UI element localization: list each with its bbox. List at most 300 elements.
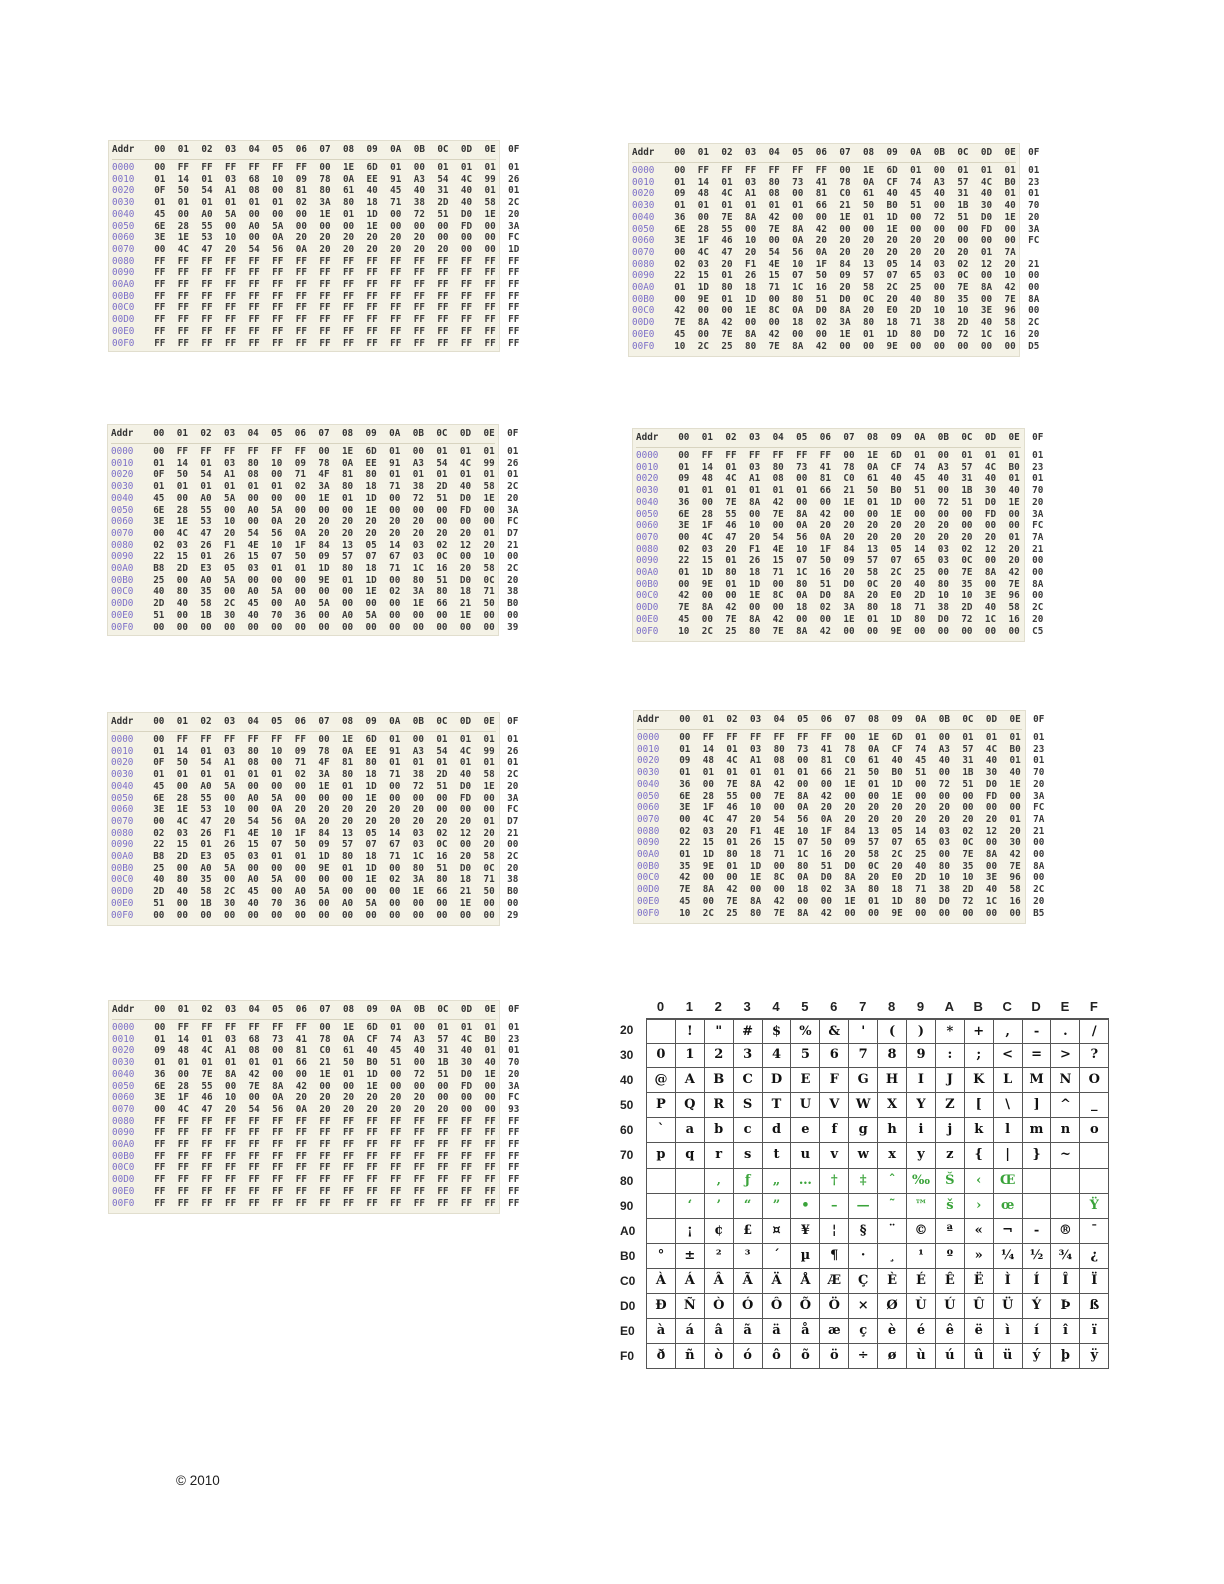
column-header: 0D — [984, 432, 997, 443]
hex-byte: 20 — [726, 825, 738, 837]
hex-byte: FF — [508, 325, 520, 337]
hex-byte: 51 — [819, 578, 831, 590]
hex-byte: 61 — [342, 185, 355, 197]
character-cell: å — [791, 1319, 820, 1344]
hex-row — [112, 337, 520, 350]
character-cell: Ð — [647, 1294, 676, 1319]
hex-byte: FF — [248, 337, 260, 349]
row-address: 0090 — [112, 1127, 135, 1139]
hex-byte: 00 — [914, 508, 926, 520]
hex-row — [637, 802, 1045, 814]
hex-byte: FF — [319, 279, 331, 291]
hex-byte: FF — [460, 255, 473, 267]
hex-byte: 55 — [200, 792, 212, 804]
hex-byte: FF — [224, 1139, 237, 1151]
hex-byte: FF — [294, 734, 306, 745]
hex-byte: 50 — [820, 837, 832, 849]
hex-byte: FF — [272, 255, 284, 267]
hex-byte: FF — [272, 1185, 284, 1197]
hex-dump-panel — [108, 140, 520, 352]
column-header: 06 — [295, 144, 307, 155]
hex-byte: 01 — [961, 450, 973, 461]
hex-byte: 00 — [271, 909, 283, 921]
hex-byte: 20 — [962, 813, 974, 825]
hex-byte: FF — [272, 1115, 284, 1127]
hex-byte: FF — [248, 1150, 260, 1162]
character-cell: á — [676, 1319, 705, 1344]
hex-byte: FF — [224, 1115, 237, 1127]
column-header: 9 — [916, 999, 925, 1014]
character-cell: 2 — [705, 1043, 734, 1068]
hex-byte: 36 — [154, 1068, 166, 1080]
hex-byte: FF — [749, 732, 762, 743]
hex-byte: FF — [508, 1185, 520, 1197]
hex-byte: 78 — [318, 745, 330, 757]
hex-byte: 40 — [914, 578, 926, 590]
hex-row — [111, 609, 519, 622]
row-address: 0050 — [637, 790, 660, 802]
hex-byte: FF — [154, 325, 166, 337]
hex-byte: 20 — [365, 516, 377, 528]
hex-byte: 18 — [891, 884, 903, 896]
hex-byte: 1F — [697, 235, 709, 247]
hex-byte: 54 — [437, 173, 449, 185]
hex-row — [111, 745, 519, 758]
column-header: 04 — [768, 147, 780, 158]
row-address: 0040 — [636, 496, 659, 508]
hex-byte: 02 — [819, 602, 831, 614]
hex-byte: 51 — [436, 574, 448, 586]
character-cell: V — [820, 1093, 849, 1118]
hex-byte: 8A — [985, 849, 998, 861]
hex-byte: 81 — [295, 185, 307, 197]
hex-byte: 01 — [154, 1057, 166, 1069]
hex-byte: 02 — [961, 543, 973, 555]
hex-byte: 03 — [702, 825, 714, 837]
row-address: 0070 — [111, 815, 134, 827]
column-header: 09 — [366, 1004, 378, 1015]
hex-byte: 1E — [459, 609, 472, 621]
hex-byte: 66 — [820, 767, 832, 779]
hex-byte: 36 — [679, 778, 691, 790]
hex-byte: FF — [484, 1174, 496, 1186]
table-row — [620, 1269, 1109, 1294]
hex-byte: 03 — [748, 461, 761, 473]
hex-byte: 00 — [294, 874, 306, 886]
hex-byte: 54 — [248, 1103, 260, 1115]
hex-byte: FD — [460, 220, 473, 232]
hex-byte: 01 — [679, 767, 691, 779]
hex-byte: 45 — [153, 780, 165, 792]
hex-byte: 01 — [389, 446, 401, 457]
hex-byte: 73 — [796, 461, 808, 473]
hex-byte: 20 — [412, 804, 424, 816]
hex-byte: 20 — [1004, 258, 1016, 270]
hex-row — [112, 1057, 520, 1069]
hex-byte: 9E — [702, 860, 714, 872]
character-cell: E — [791, 1068, 820, 1093]
hex-byte: 71 — [768, 282, 780, 294]
character-cell: × — [849, 1294, 878, 1319]
hex-byte: 00 — [957, 340, 969, 352]
hex-byte: 00 — [389, 780, 401, 792]
column-header: 0A — [390, 144, 402, 155]
column-header: 0E — [1009, 714, 1021, 725]
hex-byte: FF — [224, 1150, 237, 1162]
column-header: 03 — [744, 147, 757, 158]
hex-byte: FF — [319, 1139, 331, 1151]
character-cell: & — [820, 1019, 849, 1044]
hex-byte: 3E — [674, 235, 686, 247]
hex-byte: FF — [508, 1197, 520, 1209]
column-header: 09 — [886, 147, 898, 158]
hex-byte: C0 — [839, 188, 851, 200]
hex-byte: D0 — [985, 778, 998, 790]
hex-byte: 1E — [891, 790, 903, 802]
character-cell: ¥ — [791, 1219, 820, 1244]
hex-byte: 58 — [1008, 602, 1020, 614]
row-header: D0 — [620, 1299, 636, 1314]
hex-byte: 00 — [412, 897, 424, 909]
hex-row — [637, 895, 1045, 908]
row-address: 0050 — [112, 220, 135, 232]
character-cell: Ä — [763, 1269, 792, 1294]
hex-byte: 00 — [980, 340, 993, 352]
column-header: 01 — [177, 144, 189, 155]
hex-byte: 1B — [200, 897, 212, 909]
character-cell: ¨ — [878, 1219, 907, 1244]
hex-byte: 40 — [985, 884, 998, 896]
hex-byte: 12 — [985, 825, 998, 837]
hex-byte: 58 — [483, 769, 495, 781]
hex-byte: 1D — [891, 895, 903, 907]
column-header: 01 — [697, 147, 709, 158]
hex-byte: FF — [437, 1197, 449, 1209]
hex-byte: 20 — [366, 232, 378, 244]
hex-row — [112, 162, 520, 174]
hex-row — [637, 778, 1045, 791]
hex-byte: 0A — [796, 520, 808, 532]
character-cell: M — [1023, 1068, 1052, 1093]
hex-byte: 00 — [702, 895, 714, 907]
hex-byte: 09 — [844, 837, 856, 849]
hex-byte: 1D — [365, 574, 377, 586]
hex-byte: 57 — [957, 176, 969, 188]
column-header: 01 — [702, 714, 714, 725]
hex-byte: 07 — [792, 270, 804, 282]
hex-byte: 45 — [678, 613, 690, 625]
hex-byte: 45 — [679, 895, 691, 907]
hex-byte: 3A — [318, 769, 330, 781]
hex-byte: 4C — [980, 176, 993, 188]
hex-byte: FF — [484, 1127, 496, 1139]
hex-byte: 01 — [797, 767, 809, 779]
hex-byte: 65 — [914, 555, 926, 567]
hex-byte: 01 — [772, 485, 784, 497]
hex-byte: FC — [1033, 802, 1045, 814]
hex-byte: 13 — [862, 258, 875, 270]
hex-byte: 20 — [223, 815, 236, 827]
hex-byte: 01 — [1032, 450, 1044, 461]
hex-byte: FF — [272, 314, 284, 326]
hex-byte: 4C — [177, 1103, 189, 1115]
hex-byte: 20 — [390, 232, 402, 244]
hex-byte: 3A — [507, 792, 519, 804]
character-cell: $ — [763, 1019, 792, 1044]
column-header: 0E — [1004, 147, 1016, 158]
character-cell: — — [849, 1194, 878, 1219]
hex-byte: 01 — [247, 481, 259, 493]
hex-byte: FF — [224, 162, 237, 173]
column-header: 07 — [839, 147, 851, 158]
hex-byte: 00 — [1008, 508, 1020, 520]
hex-byte: 01 — [508, 162, 520, 173]
hex-byte: 01 — [201, 1057, 213, 1069]
hex-byte: FF — [721, 165, 733, 176]
hex-byte: 00 — [437, 1080, 449, 1092]
hex-byte: 15 — [176, 839, 188, 851]
hex-byte: 00 — [697, 211, 709, 223]
character-cell: ø — [878, 1344, 907, 1369]
hex-byte: 20 — [886, 246, 898, 258]
hex-byte: 07 — [886, 270, 898, 282]
hex-byte: 01 — [248, 197, 260, 209]
hex-byte: 00 — [483, 516, 495, 528]
hex-row — [111, 492, 519, 505]
hex-byte: FF — [201, 290, 213, 302]
hex-byte: 28 — [177, 1080, 189, 1092]
hex-byte: 1D — [365, 492, 377, 504]
hex-byte: 2D — [437, 197, 449, 209]
hex-row — [112, 255, 520, 268]
hex-byte: 00 — [247, 621, 259, 633]
hex-byte: 20 — [748, 531, 761, 543]
hex-byte: FF — [390, 267, 402, 279]
hex-byte: 57 — [862, 270, 875, 282]
hex-byte: 38 — [507, 874, 519, 886]
hex-byte: 00 — [412, 446, 424, 457]
hex-byte: 00 — [844, 790, 856, 802]
column-header: 0 — [656, 999, 665, 1014]
hex-byte: 1E — [483, 780, 495, 792]
hex-byte: 51 — [153, 609, 165, 621]
hex-byte: 40 — [984, 473, 997, 485]
hex-byte: 4E — [247, 827, 259, 839]
character-cell: n — [1051, 1118, 1080, 1143]
hex-byte: FF — [201, 1174, 213, 1186]
hex-byte: FF — [697, 165, 709, 176]
column-header: 03 — [224, 144, 237, 155]
hex-byte: FF — [224, 290, 237, 302]
hex-byte: 00 — [437, 1092, 449, 1104]
hex-byte: 30 — [223, 609, 236, 621]
row-address: 0020 — [637, 755, 660, 767]
hex-byte: 05 — [886, 258, 898, 270]
hex-byte: 00 — [294, 574, 306, 586]
hex-byte: 00 — [792, 211, 804, 223]
hex-byte: FF — [484, 267, 496, 279]
hex-byte: 15 — [247, 551, 259, 563]
hex-byte: FF — [177, 267, 189, 279]
hex-byte: FF — [319, 314, 331, 326]
hex-byte: FF — [201, 1115, 213, 1127]
hex-byte: 01 — [866, 496, 879, 508]
hex-dump-panel — [633, 710, 1045, 924]
hex-byte: 1F — [819, 543, 831, 555]
hex-byte: 02 — [436, 827, 448, 839]
hex-byte: FC — [507, 804, 519, 816]
hex-byte: 57 — [341, 839, 354, 851]
character-cell — [1080, 1169, 1109, 1194]
hex-byte: FF — [342, 1115, 355, 1127]
column-header: 0C — [437, 1004, 449, 1015]
hex-byte: 00 — [176, 862, 188, 874]
hex-byte: FF — [437, 314, 449, 326]
hex-byte: 09 — [679, 755, 691, 767]
hex-byte: 51 — [820, 860, 832, 872]
hex-row — [111, 827, 519, 840]
hex-byte: 2D — [436, 769, 448, 781]
character-cell: Ó — [734, 1294, 763, 1319]
row-address: 0060 — [111, 516, 134, 528]
hex-byte: 8C — [772, 590, 784, 602]
column-header: 07 — [319, 1004, 331, 1015]
character-cell — [1023, 1194, 1052, 1219]
hex-byte: 20 — [844, 802, 856, 814]
hex-byte: 0A — [797, 802, 809, 814]
hex-byte: 58 — [867, 849, 880, 861]
row-address: 0020 — [112, 185, 135, 197]
hex-byte: 0A — [792, 235, 804, 247]
hex-byte: FF — [413, 1185, 425, 1197]
hex-byte: 80 — [910, 328, 922, 340]
character-cell: = — [1023, 1043, 1052, 1068]
hex-byte: 6D — [365, 446, 377, 457]
hex-byte: 00 — [295, 1068, 307, 1080]
hex-byte: 4E — [768, 258, 780, 270]
hex-byte: 80 — [436, 874, 448, 886]
hex-byte: 01 — [867, 895, 880, 907]
hex-byte: 00 — [820, 895, 832, 907]
hex-byte: 00 — [389, 621, 401, 633]
hex-byte: FF — [295, 302, 307, 314]
hex-byte: 48 — [702, 755, 714, 767]
hex-byte: 00 — [390, 1068, 402, 1080]
hex-byte: 1D — [702, 849, 714, 861]
hex-byte: FF — [437, 290, 449, 302]
hex-row — [632, 211, 1040, 224]
row-address: 00C0 — [111, 874, 134, 886]
hex-byte: 00 — [319, 1022, 331, 1033]
hex-byte: A0 — [341, 897, 354, 909]
hex-byte: 71 — [772, 567, 784, 579]
hex-byte: 25 — [910, 282, 922, 294]
hex-byte: 09 — [674, 188, 686, 200]
hex-byte: 00 — [985, 802, 998, 814]
hex-row — [632, 176, 1040, 189]
hex-byte: 03 — [223, 745, 236, 757]
hex-byte: 5A — [271, 504, 283, 516]
hex-byte: 2C — [697, 340, 709, 352]
hex-byte: 00 — [436, 504, 448, 516]
hex-byte: 00 — [1009, 907, 1021, 919]
hex-byte: 07 — [365, 551, 377, 563]
column-header: 0F — [1033, 714, 1045, 725]
hex-byte: 2C — [507, 563, 519, 575]
hex-byte: 5A — [223, 862, 236, 874]
hex-byte: 45 — [153, 492, 165, 504]
hex-byte: 3A — [507, 504, 519, 516]
hex-byte: 00 — [937, 485, 949, 497]
hex-byte: 91 — [389, 745, 401, 757]
hex-byte: 10 — [962, 872, 974, 884]
hex-byte: 45 — [154, 208, 166, 220]
hex-byte: 01 — [459, 757, 472, 769]
hex-byte: 01 — [796, 485, 808, 497]
hex-byte: 8A — [1028, 293, 1040, 305]
hex-byte: 91 — [390, 173, 402, 185]
hex-byte: 31 — [962, 755, 974, 767]
hex-byte: 54 — [247, 815, 259, 827]
hex-byte: 58 — [484, 197, 496, 209]
hex-byte: 00 — [702, 778, 714, 790]
hex-byte: 20 — [390, 1092, 402, 1104]
hex-byte: 00 — [342, 1080, 355, 1092]
hex-byte: 50 — [867, 767, 880, 779]
row-address: 0080 — [637, 825, 660, 837]
hex-byte: 00 — [980, 270, 993, 282]
hex-byte: 26 — [508, 173, 520, 185]
hex-row — [636, 485, 1044, 497]
hex-byte: 55 — [200, 504, 212, 516]
hex-byte: 40 — [1008, 485, 1020, 497]
hex-byte: 9E — [886, 340, 898, 352]
hex-byte: 00 — [1008, 625, 1020, 637]
hex-byte: 80 — [436, 586, 448, 598]
hex-byte: 10 — [272, 173, 284, 185]
hex-byte: 00 — [773, 802, 785, 814]
hex-byte: 8A — [744, 328, 757, 340]
hex-byte: 1D — [366, 208, 378, 220]
column-header: 04 — [772, 432, 784, 443]
hex-byte: 10 — [796, 543, 808, 555]
hex-byte: 20 — [938, 802, 950, 814]
hex-byte: 20 — [937, 520, 949, 532]
row-address: 0010 — [637, 743, 660, 755]
hex-byte: 66 — [295, 1057, 307, 1069]
hex-byte: 1D — [318, 851, 330, 863]
hex-byte: 0A — [867, 743, 880, 755]
hex-byte: 07 — [271, 839, 283, 851]
hex-byte: FF — [272, 1174, 284, 1186]
hex-byte: 80 — [341, 769, 354, 781]
hex-byte: 18 — [748, 567, 761, 579]
hex-byte: 00 — [1028, 282, 1040, 294]
column-header: 0C — [437, 144, 449, 155]
hex-byte: 73 — [797, 743, 809, 755]
hex-byte: 01 — [201, 1033, 213, 1045]
character-cell: Z — [936, 1093, 965, 1118]
hex-byte: 56 — [272, 1103, 284, 1115]
hex-byte: FF — [484, 337, 496, 349]
hex-byte: D0 — [460, 208, 473, 220]
row-address: 0070 — [112, 1103, 135, 1115]
hex-byte: 00 — [862, 340, 875, 352]
hex-byte: 14 — [389, 827, 401, 839]
hex-byte: 20 — [1028, 328, 1040, 340]
hex-byte: 58 — [1004, 317, 1016, 329]
hex-byte: 20 — [1033, 895, 1045, 907]
